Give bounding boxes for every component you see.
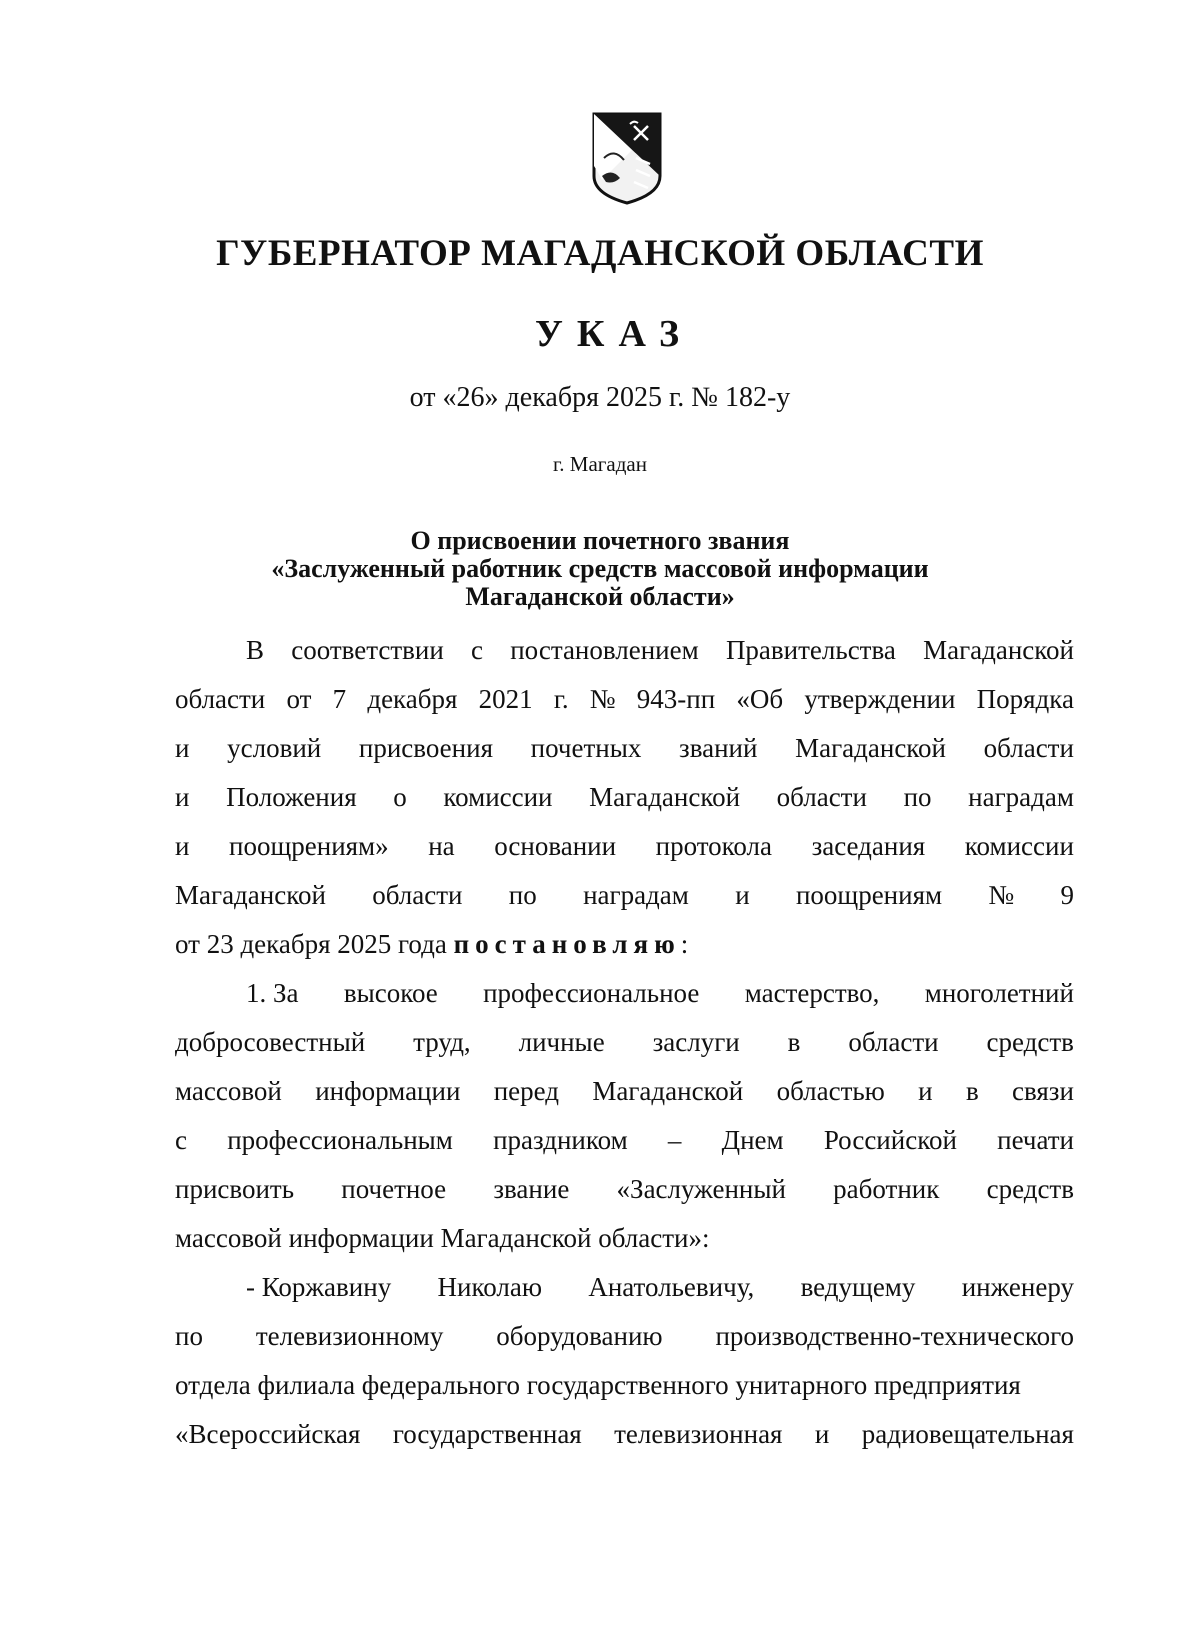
- word: и: [814, 1419, 830, 1449]
- decree-body: [175, 626, 1074, 1459]
- word: Магаданской: [795, 733, 946, 763]
- text-line: [175, 1361, 1074, 1410]
- issue-city: г. Магадан: [553, 452, 647, 476]
- text-line: [175, 822, 1074, 871]
- word: и: [175, 782, 190, 812]
- text-line: [175, 920, 1074, 969]
- word: труд,: [413, 1027, 471, 1057]
- document-type: УКАЗ: [535, 313, 693, 355]
- issuer-heading: ГУБЕРНАТОР МАГАДАНСКОЙ ОБЛАСТИ: [216, 233, 984, 274]
- word: «Всероссийская: [175, 1419, 361, 1449]
- word: в: [965, 1076, 979, 1106]
- word: декабря: [367, 684, 458, 714]
- word: заседания: [811, 831, 926, 861]
- text-line: [175, 1067, 1074, 1116]
- word: области: [372, 880, 463, 910]
- word: Порядка: [976, 684, 1074, 714]
- word: праздником: [493, 1125, 628, 1155]
- word: поощрениям»: [229, 831, 389, 861]
- word: массовой: [175, 1076, 282, 1106]
- word: «Заслуженный: [616, 1174, 786, 1204]
- word: присвоения: [358, 733, 493, 763]
- word: областью: [776, 1076, 885, 1106]
- word: ведущему: [800, 1272, 916, 1302]
- word: 943-пп: [636, 684, 716, 714]
- word: и: [918, 1076, 933, 1106]
- word: связи: [1012, 1076, 1074, 1106]
- word: с: [471, 635, 483, 665]
- decree-title: [0, 527, 1200, 611]
- word: №: [988, 880, 1015, 910]
- text-line: [175, 675, 1074, 724]
- word: информации: [315, 1076, 461, 1106]
- word: мастерство,: [744, 978, 880, 1008]
- text-line: [175, 1165, 1074, 1214]
- decree-word: постановляю: [453, 929, 681, 959]
- word: Магаданской: [923, 635, 1074, 665]
- decree-colon: :: [680, 929, 689, 959]
- word: Магаданской: [589, 782, 741, 812]
- word: средств: [986, 1027, 1074, 1057]
- word: постановлением: [510, 635, 699, 665]
- word: телевизионному: [255, 1321, 444, 1351]
- word: телевизионная: [614, 1419, 783, 1449]
- word: Правительства: [725, 635, 896, 665]
- word: области: [848, 1027, 939, 1057]
- word: Магаданской: [175, 880, 326, 910]
- word: личные: [518, 1027, 605, 1057]
- word: наградам: [583, 880, 689, 910]
- text-line: [175, 1312, 1074, 1361]
- word: наградам: [968, 782, 1074, 812]
- word: утверждении: [804, 684, 956, 714]
- text-line: [175, 1263, 1074, 1312]
- word: области: [983, 733, 1074, 763]
- title-line: «Заслуженный работник средств массовой информации: [271, 554, 929, 583]
- word: –: [667, 1125, 682, 1155]
- word: многолетний: [924, 978, 1074, 1008]
- word: Николаю: [437, 1272, 542, 1302]
- word: комиссии: [964, 831, 1074, 861]
- word: - Коржавину: [246, 1272, 392, 1302]
- word: Положения: [226, 782, 357, 812]
- word: поощрениям: [795, 880, 943, 910]
- word: почетное: [341, 1174, 447, 1204]
- word: производственно-технического: [715, 1321, 1074, 1351]
- word: высокое: [343, 978, 438, 1008]
- word: званий: [679, 733, 758, 763]
- word: В: [246, 635, 265, 665]
- word: по: [903, 782, 932, 812]
- word: заслуги: [652, 1027, 740, 1057]
- word: на: [428, 831, 455, 861]
- word: Анатольевичу,: [588, 1272, 755, 1302]
- awardee-paragraph: [175, 1263, 1074, 1459]
- word: г.: [553, 684, 569, 714]
- word: по: [175, 1321, 203, 1351]
- text-line: [175, 626, 1074, 675]
- word: работник: [833, 1174, 940, 1204]
- word: добросовестный: [175, 1027, 366, 1057]
- word: государственная: [392, 1419, 582, 1449]
- word: оборудованию: [496, 1321, 663, 1351]
- word: и: [175, 831, 190, 861]
- word: перед: [493, 1076, 560, 1106]
- preamble-paragraph: [175, 626, 1074, 969]
- text-line: [175, 871, 1074, 920]
- item-1-paragraph: [175, 969, 1074, 1263]
- coat-of-arms-icon: [590, 110, 664, 206]
- word: №: [589, 684, 616, 714]
- word: 1. За: [246, 978, 299, 1008]
- word: печати: [997, 1125, 1074, 1155]
- word: профессиональным: [227, 1125, 453, 1155]
- word: протокола: [655, 831, 773, 861]
- word: отдела филиала федерального государственного унитарного предприятия: [175, 1370, 1021, 1400]
- word: почетных: [530, 733, 642, 763]
- word: инженеру: [961, 1272, 1074, 1302]
- word: и: [735, 880, 750, 910]
- word: Днем: [721, 1125, 784, 1155]
- text-line: [175, 773, 1074, 822]
- word: о: [393, 782, 407, 812]
- text-line: [175, 1410, 1074, 1459]
- text-line-start: от 23 декабря 2025 года: [175, 929, 454, 959]
- word: профессиональное: [483, 978, 700, 1008]
- title-line: О присвоении почетного звания: [410, 526, 790, 555]
- word: средств: [986, 1174, 1074, 1204]
- word: 9: [1060, 880, 1074, 910]
- word: «Об: [736, 684, 784, 714]
- word: 7: [332, 684, 347, 714]
- text-line: [175, 724, 1074, 773]
- word: в: [787, 1027, 801, 1057]
- title-line: Магаданской области»: [465, 582, 735, 611]
- word: с: [175, 1125, 187, 1155]
- word: области: [175, 684, 266, 714]
- word: от: [286, 684, 312, 714]
- word: области: [776, 782, 867, 812]
- word: условий: [227, 733, 322, 763]
- word: основании: [494, 831, 617, 861]
- word: Магаданской: [592, 1076, 744, 1106]
- text-line: массовой информации Магаданской области»:: [175, 1223, 710, 1253]
- text-line: [175, 969, 1074, 1018]
- word: звание: [493, 1174, 570, 1204]
- text-line: [175, 1018, 1074, 1067]
- word: радиовещательная: [861, 1419, 1074, 1449]
- word: комиссии: [443, 782, 553, 812]
- word: и: [175, 733, 190, 763]
- word: 2021: [478, 684, 533, 714]
- word: соответствии: [291, 635, 444, 665]
- word: Российской: [823, 1125, 957, 1155]
- word: по: [508, 880, 537, 910]
- word: присвоить: [175, 1174, 295, 1204]
- decree-date-number: от «26» декабря 2025 г. № 182-у: [409, 382, 791, 413]
- text-line: [175, 1116, 1074, 1165]
